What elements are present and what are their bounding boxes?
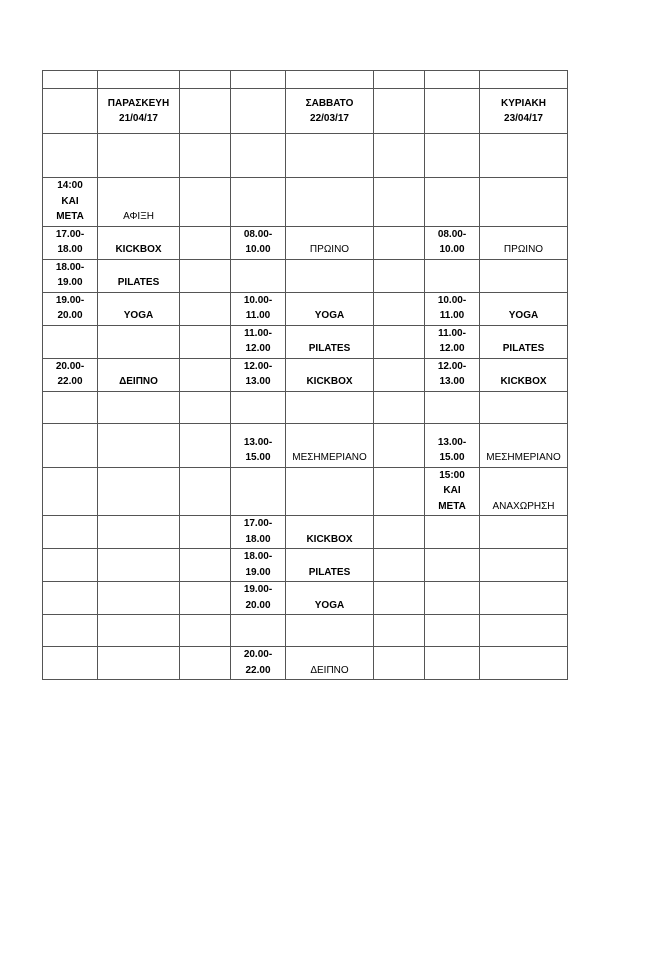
- time-line: 13.00-: [437, 436, 467, 448]
- activity-label: ΠΡΩΙΝΟ: [503, 244, 544, 255]
- time-cell-sunday: [425, 259, 480, 292]
- day-name: ΚΥΡΙΑΚΗ: [500, 97, 546, 109]
- activity-cell-sunday: [480, 226, 568, 259]
- activity-label: KICKBOX: [500, 376, 547, 387]
- empty-cell: [180, 423, 231, 467]
- activity-label: KICKBOX: [306, 376, 353, 387]
- empty-cell: [180, 516, 231, 549]
- activity-cell-sunday: [480, 467, 568, 516]
- activity-cell-friday: [98, 582, 180, 615]
- time-cell-sunday: [425, 391, 480, 423]
- empty-cell: [180, 134, 231, 178]
- time-line: 08.00-: [243, 228, 273, 240]
- day-date: 23/04/17: [504, 113, 543, 124]
- empty-cell: [180, 647, 231, 680]
- time-line: 22.00: [57, 376, 83, 387]
- activity-cell-friday: [98, 467, 180, 516]
- time-line: 12.00: [245, 343, 271, 354]
- activity-label: ΜΕΣΗΜΕΡΙΑΝΟ: [486, 452, 561, 463]
- empty-cell: [180, 325, 231, 358]
- time-line: 19.00: [57, 277, 83, 288]
- time-line: 20.00-: [55, 360, 85, 372]
- activity-label: YOGA: [508, 310, 539, 321]
- time-line: 13.00: [439, 376, 465, 387]
- empty-cell: [374, 467, 425, 516]
- activity-cell-sunday: [480, 259, 568, 292]
- time-line: 20.00-: [243, 649, 273, 660]
- empty-cell: [180, 467, 231, 516]
- activity-cell-saturday: [286, 549, 374, 582]
- time-line: 11.00: [245, 310, 271, 321]
- activity-cell-sunday: [480, 178, 568, 227]
- empty-cell: [374, 358, 425, 391]
- time-cell-saturday: [231, 615, 286, 647]
- time-line: 10.00-: [243, 294, 273, 306]
- empty-cell: [374, 292, 425, 325]
- time-cell-saturday: [231, 549, 286, 582]
- time-line: 17.00-: [243, 518, 273, 529]
- table-row: [43, 178, 568, 227]
- time-line: 10.00-: [437, 294, 467, 306]
- activity-label: ΑΝΑΧΩΡΗΣΗ: [492, 500, 555, 512]
- activity-cell-sunday: [480, 516, 568, 549]
- time-cell-saturday: [231, 467, 286, 516]
- empty-cell: [374, 259, 425, 292]
- activity-cell-sunday: [480, 582, 568, 615]
- day-header-saturday: [286, 89, 374, 134]
- empty-cell: [180, 292, 231, 325]
- time-cell-saturday: [231, 391, 286, 423]
- activity-cell-sunday: [480, 615, 568, 647]
- time-cell-saturday: [231, 226, 286, 259]
- table-row: [43, 292, 568, 325]
- time-line: 11.00: [439, 310, 465, 321]
- activity-label: ΔΕΙΠΝΟ: [310, 664, 349, 676]
- activity-cell-saturday: [286, 582, 374, 615]
- empty-cell: [180, 259, 231, 292]
- time-line: ΜΕΤΑ: [56, 211, 84, 222]
- time-line: 19.00-: [243, 584, 273, 595]
- empty-cell: [180, 549, 231, 582]
- activity-cell-saturday: [286, 391, 374, 423]
- time-cell-sunday: [425, 178, 480, 227]
- empty-cell: [374, 423, 425, 467]
- table-row: [43, 467, 568, 516]
- activity-cell-friday: [98, 516, 180, 549]
- time-cell-sunday: [425, 226, 480, 259]
- activity-label: YOGA: [123, 310, 154, 321]
- activity-cell-sunday: [480, 391, 568, 423]
- activity-cell-friday: [98, 615, 180, 647]
- time-line: 18.00: [245, 533, 271, 545]
- time-cell-friday: [43, 358, 98, 391]
- time-line: 11.00-: [438, 327, 466, 339]
- activity-cell-friday: [98, 358, 180, 391]
- time-line: 10.00: [245, 244, 271, 255]
- activity-cell-friday: [98, 325, 180, 358]
- time-line: 12.00: [439, 343, 465, 354]
- day-header-row: [43, 89, 568, 134]
- time-cell-sunday: [425, 134, 480, 178]
- time-line: 08.00-: [437, 228, 467, 240]
- table-row: [43, 134, 568, 178]
- activity-label: KICKBOX: [306, 533, 353, 545]
- empty-cell: [180, 358, 231, 391]
- activity-label: ΔΕΙΠΝΟ: [119, 376, 158, 387]
- activity-cell-sunday: [480, 549, 568, 582]
- activity-label: ΑΦΙΞΗ: [123, 211, 154, 222]
- time-line: 13.00: [245, 376, 271, 387]
- activity-cell-friday: [98, 178, 180, 227]
- time-cell-friday: [43, 582, 98, 615]
- empty-cell: [374, 178, 425, 227]
- day-header-friday: [98, 89, 180, 134]
- time-cell-friday: [43, 647, 98, 680]
- time-cell-friday: [43, 615, 98, 647]
- time-cell-friday: [43, 178, 98, 227]
- table-row: [43, 226, 568, 259]
- empty-cell: [180, 615, 231, 647]
- time-line: 19.00: [245, 566, 271, 578]
- activity-label: PILATES: [308, 343, 351, 354]
- activity-label: YOGA: [314, 599, 345, 611]
- time-cell-saturday: [231, 178, 286, 227]
- activity-label: PILATES: [117, 277, 160, 288]
- time-cell-saturday: [231, 325, 286, 358]
- time-cell-friday: [43, 259, 98, 292]
- activity-cell-friday: [98, 134, 180, 178]
- activity-cell-sunday: [480, 358, 568, 391]
- activity-label: YOGA: [314, 310, 345, 321]
- table-row: [43, 358, 568, 391]
- day-date: 22/03/17: [310, 113, 349, 124]
- activity-cell-sunday: [480, 325, 568, 358]
- table-row: [43, 615, 568, 647]
- time-cell-saturday: [231, 582, 286, 615]
- empty-cell: [374, 516, 425, 549]
- time-cell-sunday: [425, 516, 480, 549]
- activity-cell-sunday: [480, 423, 568, 467]
- time-cell-friday: [43, 467, 98, 516]
- time-line: 12.00-: [243, 360, 273, 372]
- activity-label: PILATES: [502, 343, 545, 354]
- activity-cell-friday: [98, 292, 180, 325]
- table-row: [43, 516, 568, 549]
- empty-cell: [374, 615, 425, 647]
- time-line: 15.00: [439, 452, 465, 463]
- time-cell-sunday: [425, 325, 480, 358]
- activity-cell-saturday: [286, 226, 374, 259]
- table-row: [43, 582, 568, 615]
- time-line: 15.00: [245, 452, 271, 463]
- empty-cell: [374, 325, 425, 358]
- activity-cell-friday: [98, 423, 180, 467]
- time-line: 18.00-: [243, 551, 273, 562]
- activity-cell-friday: [98, 259, 180, 292]
- day-date: 21/04/17: [119, 113, 158, 124]
- table-row: [43, 647, 568, 680]
- activity-cell-friday: [98, 226, 180, 259]
- time-cell-friday: [43, 391, 98, 423]
- time-cell-friday: [43, 325, 98, 358]
- activity-label: KICKBOX: [115, 244, 162, 255]
- activity-cell-friday: [98, 391, 180, 423]
- time-line: 14:00: [57, 180, 83, 191]
- day-header-sunday: [480, 89, 568, 134]
- activity-cell-saturday: [286, 647, 374, 680]
- activity-cell-saturday: [286, 292, 374, 325]
- time-line: 18.00: [57, 244, 83, 255]
- time-cell-sunday: [425, 549, 480, 582]
- time-line: 11.00-: [244, 327, 272, 339]
- time-cell-saturday: [231, 292, 286, 325]
- time-line: 19.00-: [55, 294, 85, 306]
- empty-cell: [374, 134, 425, 178]
- activity-cell-saturday: [286, 134, 374, 178]
- time-cell-saturday: [231, 358, 286, 391]
- activity-cell-saturday: [286, 423, 374, 467]
- time-cell-sunday: [425, 292, 480, 325]
- time-line: 10.00: [439, 244, 465, 255]
- time-line: 20.00: [57, 310, 83, 321]
- top-empty-row: [43, 71, 568, 89]
- activity-cell-sunday: [480, 292, 568, 325]
- time-cell-sunday: [425, 358, 480, 391]
- day-name: ΣΑΒΒΑΤΟ: [305, 97, 354, 109]
- empty-cell: [180, 391, 231, 423]
- time-cell-saturday: [231, 647, 286, 680]
- table-row: [43, 325, 568, 358]
- time-line: ΚΑΙ: [443, 485, 461, 496]
- time-cell-saturday: [231, 423, 286, 467]
- time-cell-friday: [43, 516, 98, 549]
- time-line: 13.00-: [243, 436, 273, 448]
- activity-cell-saturday: [286, 358, 374, 391]
- time-cell-sunday: [425, 615, 480, 647]
- time-cell-sunday: [425, 423, 480, 467]
- activity-cell-saturday: [286, 259, 374, 292]
- time-line: 18.00-: [55, 261, 85, 273]
- activity-cell-saturday: [286, 615, 374, 647]
- empty-cell: [180, 226, 231, 259]
- activity-label: ΜΕΣΗΜΕΡΙΑΝΟ: [292, 452, 367, 463]
- time-line: 20.00: [245, 599, 271, 611]
- activity-cell-sunday: [480, 647, 568, 680]
- time-cell-saturday: [231, 134, 286, 178]
- empty-cell: [374, 549, 425, 582]
- time-line: ΚΑΙ: [61, 195, 79, 207]
- schedule-table: [42, 70, 568, 680]
- activity-label: ΠΡΩΙΝΟ: [309, 244, 350, 255]
- time-cell-sunday: [425, 467, 480, 516]
- activity-cell-saturday: [286, 516, 374, 549]
- time-cell-friday: [43, 134, 98, 178]
- time-line: 17.00-: [55, 228, 85, 240]
- time-cell-saturday: [231, 259, 286, 292]
- time-cell-sunday: [425, 582, 480, 615]
- time-line: 22.00: [245, 664, 271, 676]
- empty-cell: [374, 226, 425, 259]
- activity-cell-friday: [98, 647, 180, 680]
- time-cell-friday: [43, 226, 98, 259]
- empty-cell: [180, 582, 231, 615]
- table-row: [43, 391, 568, 423]
- time-line: 12.00-: [437, 360, 467, 372]
- time-line: 15:00: [439, 469, 465, 481]
- empty-cell: [374, 391, 425, 423]
- time-cell-sunday: [425, 647, 480, 680]
- empty-cell: [374, 582, 425, 615]
- time-cell-friday: [43, 292, 98, 325]
- activity-cell-saturday: [286, 178, 374, 227]
- table-row: [43, 259, 568, 292]
- activity-label: PILATES: [308, 566, 351, 578]
- day-name: ΠΑΡΑΣΚΕΥΗ: [107, 97, 170, 109]
- time-cell-friday: [43, 549, 98, 582]
- empty-cell: [374, 647, 425, 680]
- activity-cell-friday: [98, 549, 180, 582]
- activity-cell-sunday: [480, 134, 568, 178]
- activity-cell-saturday: [286, 467, 374, 516]
- time-cell-friday: [43, 423, 98, 467]
- empty-cell: [180, 178, 231, 227]
- activity-cell-saturday: [286, 325, 374, 358]
- time-line: ΜΕΤΑ: [438, 500, 466, 512]
- table-row: [43, 423, 568, 467]
- table-row: [43, 549, 568, 582]
- time-cell-saturday: [231, 516, 286, 549]
